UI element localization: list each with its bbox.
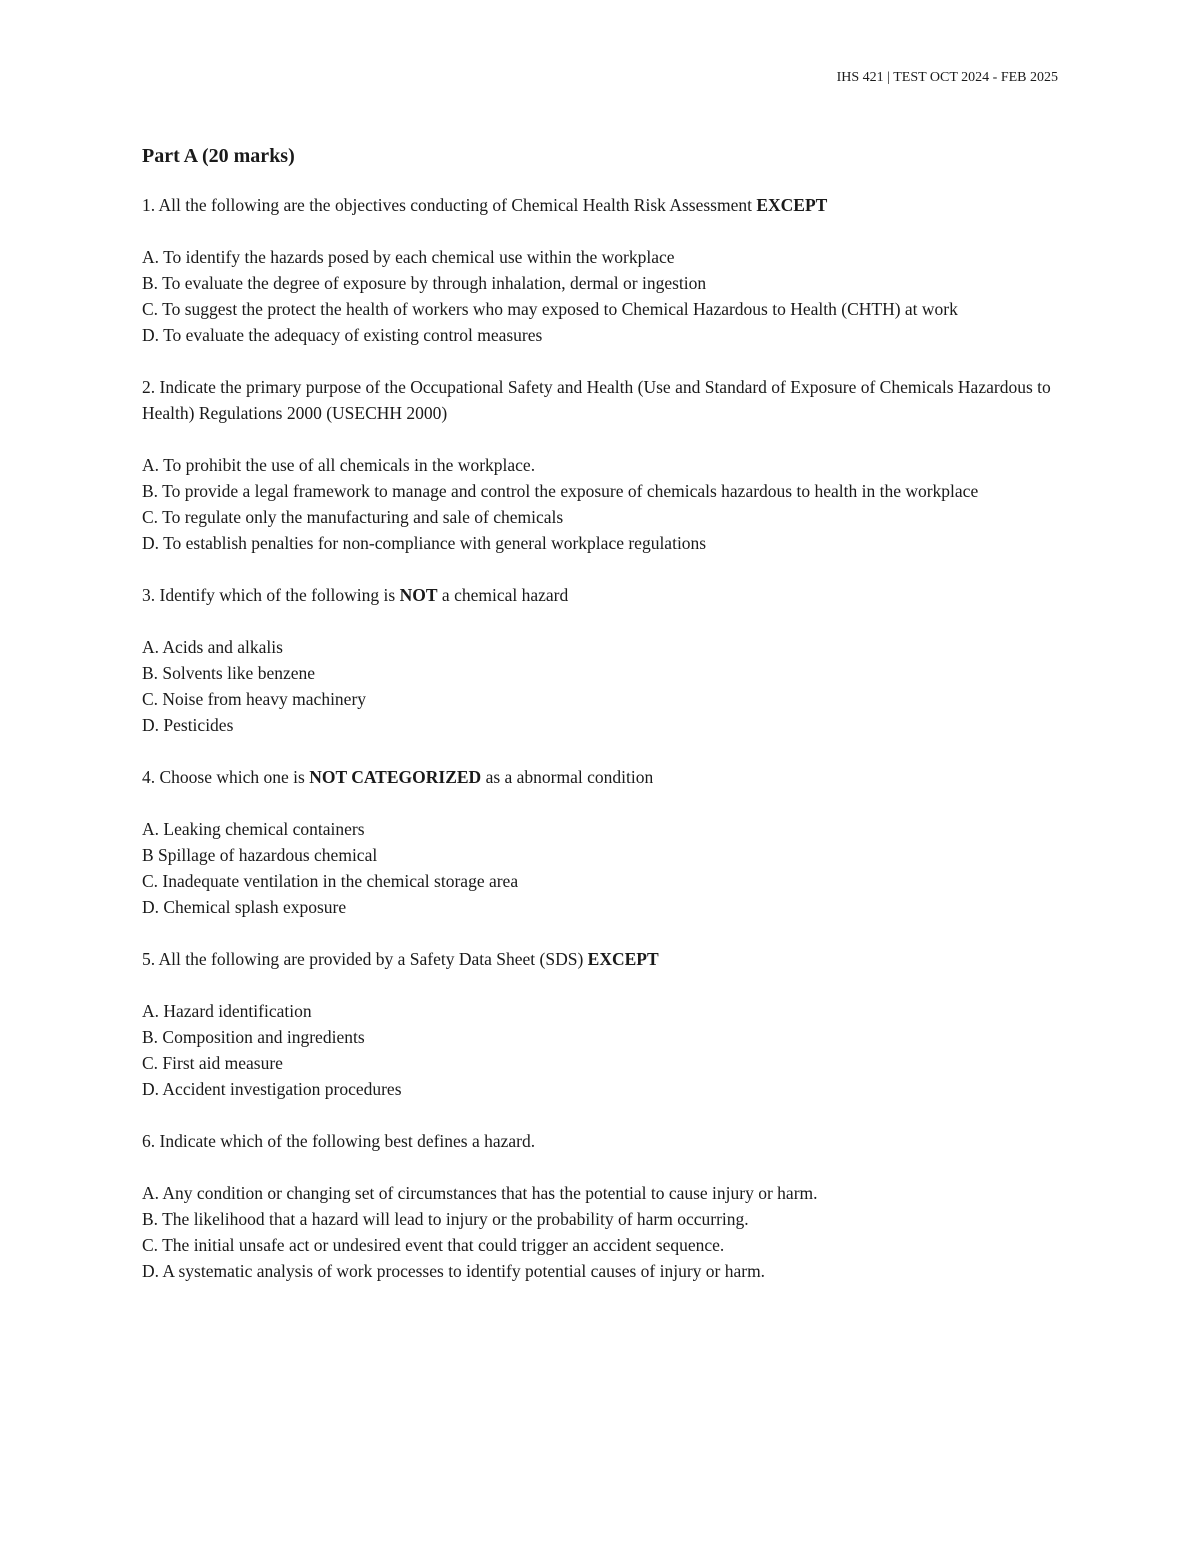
option-a: A. Any condition or changing set of circumstances that has the potential to cause injury or harm. bbox=[142, 1183, 818, 1203]
option-a: A. Leaking chemical containers bbox=[142, 819, 365, 839]
option-d: D. Pesticides bbox=[142, 715, 234, 735]
option-d: D. To evaluate the adequacy of existing control measures bbox=[142, 325, 543, 345]
option-c: C. First aid measure bbox=[142, 1053, 283, 1073]
option-b: B. Solvents like benzene bbox=[142, 663, 316, 683]
stem-emphasis: EXCEPT bbox=[587, 949, 659, 969]
option-a: A. Hazard identification bbox=[142, 1001, 312, 1021]
stem-text: 4. Choose which one is bbox=[142, 767, 310, 787]
question-2 bbox=[142, 374, 1072, 556]
option-b: B. To evaluate the degree of exposure by through inhalation, dermal or ingestion bbox=[142, 273, 707, 293]
option-c: C. To suggest the protect the health of workers who may exposed to Chemical Hazardous to Health (CHTH) at work bbox=[142, 299, 958, 319]
question-stem bbox=[142, 764, 1072, 790]
question-stem bbox=[142, 192, 1072, 218]
stem-emphasis: NOT CATEGORIZED bbox=[309, 767, 482, 787]
option-d: D. Accident investigation procedures bbox=[142, 1079, 402, 1099]
option-b: B. To provide a legal framework to manage and control the exposure of chemicals hazardous to health in the workplace bbox=[142, 481, 979, 501]
question-4 bbox=[142, 764, 1072, 920]
option-c: C. The initial unsafe act or undesired event that could trigger an accident sequence. bbox=[142, 1235, 725, 1255]
question-stem bbox=[142, 374, 1072, 426]
question-stem bbox=[142, 1128, 1072, 1154]
option-a: A. To prohibit the use of all chemicals in the workplace. bbox=[142, 455, 536, 475]
document-content bbox=[142, 142, 1072, 1310]
option-d: D. A systematic analysis of work processes to identify potential causes of injury or harm. bbox=[142, 1261, 766, 1281]
stem-text: 3. Identify which of the following is bbox=[142, 585, 400, 605]
option-c: C. Inadequate ventilation in the chemical storage area bbox=[142, 871, 519, 891]
question-stem bbox=[142, 946, 1072, 972]
stem-emphasis: EXCEPT bbox=[756, 195, 828, 215]
part-title: Part A (20 marks) bbox=[142, 145, 295, 167]
question-stem bbox=[142, 582, 1072, 608]
stem-text: 2. Indicate the primary purpose of the Occupational Safety and Health (Use and Standard of Exposure of Chemicals Hazardous to Health) Regulations 2000 (USECHH 2000) bbox=[142, 377, 1051, 423]
option-b: B Spillage of hazardous chemical bbox=[142, 845, 378, 865]
stem-text-end: as a abnormal condition bbox=[481, 767, 654, 787]
option-a: A. To identify the hazards posed by each chemical use within the workplace bbox=[142, 247, 675, 267]
option-b: B. Composition and ingredients bbox=[142, 1027, 365, 1047]
option-a: A. Acids and alkalis bbox=[142, 637, 283, 657]
stem-text: 6. Indicate which of the following best defines a hazard. bbox=[142, 1131, 536, 1151]
page-header: IHS 421 | TEST OCT 2024 - FEB 2025 bbox=[836, 70, 1058, 85]
question-3 bbox=[142, 582, 1072, 738]
question-1 bbox=[142, 192, 1072, 348]
stem-text: 5. All the following are provided by a Safety Data Sheet (SDS) bbox=[142, 949, 588, 969]
option-d: D. To establish penalties for non-compliance with general workplace regulations bbox=[142, 533, 707, 553]
option-c: C. Noise from heavy machinery bbox=[142, 689, 367, 709]
stem-text-end: a chemical hazard bbox=[437, 585, 569, 605]
option-c: C. To regulate only the manufacturing and sale of chemicals bbox=[142, 507, 564, 527]
option-d: D. Chemical splash exposure bbox=[142, 897, 347, 917]
option-b: B. The likelihood that a hazard will lead to injury or the probability of harm occurring. bbox=[142, 1209, 749, 1229]
question-6 bbox=[142, 1128, 1072, 1284]
stem-text: 1. All the following are the objectives conducting of Chemical Health Risk Assessment bbox=[142, 195, 757, 215]
stem-emphasis: NOT bbox=[399, 585, 438, 605]
question-5 bbox=[142, 946, 1072, 1102]
